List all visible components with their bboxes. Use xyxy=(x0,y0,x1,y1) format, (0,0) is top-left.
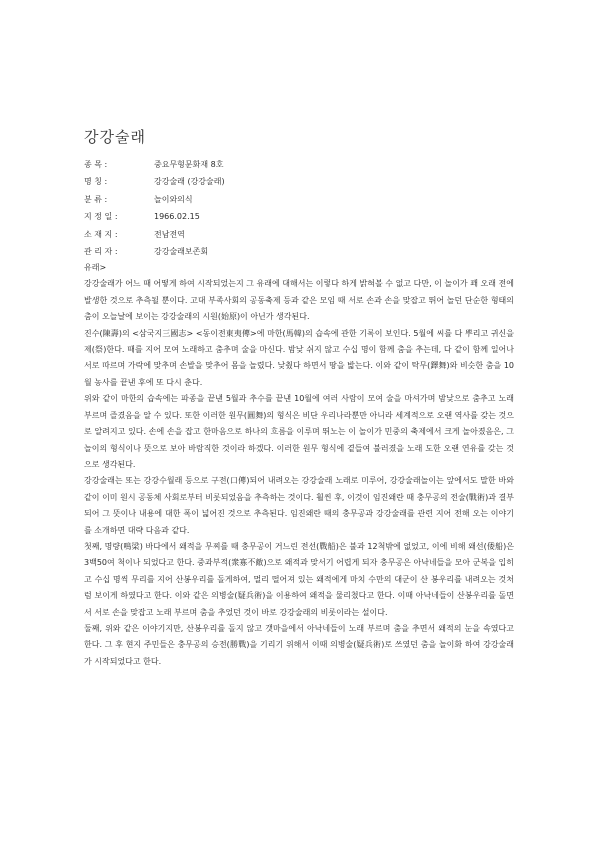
meta-row-designation-date xyxy=(84,208,514,225)
meta-label: 소 재 지 : xyxy=(84,229,118,239)
meta-row-category xyxy=(84,156,514,173)
paragraph: 강강술래가 어느 때 어떻게 하여 시작되었는지 그 유래에 대해서는 이렇다 하게 밝혀볼 수 없고 다만, 이 놀이가 꽤 오래 전에 발생한 것으로 추측될 뿐이다. 고대 부족사회의 공동축제 등과 같은 모임 때 서로 손과 손을 맞잡고 뛰어 놀던 단순한 형태의 춤이 오늘날에 보이는 강강술래의 시원(始原)이 아닌가 생각된다. xyxy=(84,279,514,322)
meta-row-classification xyxy=(84,191,514,208)
meta-label: 지 정 일 : xyxy=(84,212,118,222)
meta-row-manager xyxy=(84,243,514,260)
document-title: 강강술래 xyxy=(84,128,146,146)
meta-label: 종 목 : xyxy=(84,160,108,169)
meta-value: 1966.02.15 xyxy=(154,212,200,222)
section-heading-origin: 유래> xyxy=(84,263,107,273)
meta-label: 관 리 자 : xyxy=(84,247,118,257)
paragraph: 진수(陳壽)의 <삼국지三國志> <동이전東夷傳>에 마한(馬韓)의 습속에 관한 기록이 보인다. 5월에 씨를 다 뿌리고 귀신을 제(祭)한다. 때를 지어 모여 노래하고 춤추며 술을 마신다. 밤낮 쉬지 않고 수십 명이 함께 춤을 추는데, 다 같이 함께 일어나 서로 따르며 가락에 맞추며 손발을 맞추어 몸을 놀렸다. 낮췄다 하면서 땅을 밟는다. 이와 같이 탁무(鐸舞)와 비슷한 춤을 10월 농사를 끝낸 후에 또 다시 춘다. xyxy=(84,328,514,387)
meta-value: 강강술래 (강강술래) xyxy=(154,177,225,187)
meta-row-name xyxy=(84,173,514,190)
meta-value: 놀이와의식 xyxy=(154,194,193,204)
paragraph: 위와 같이 마한의 습속에는 파종을 끝낸 5월과 추수를 끝낸 10월에 여러 사람이 모여 술을 마셔가며 밤낮으로 춤추고 노래 부르며 즐겼음을 알 수 있다. 또한 이러한 원무(圓舞)의 형식은 비단 우리나라뿐만 아니라 세계적으로 오랜 역사를 갖는 것으로 알려지고 있다. 손에 손을 잡고 한마음으로 하나의 흐름을 이루며 뛰노는 이 놀이가 민중의 축제에서 크게 놀아졌음은, 그 놀이의 형식이나 뜻으로 보아 바람직한 것이라 하겠다. 이러한 원무 형식에 곁들여 불러졌을 노래 도한 오랜 연유를 갖는 것으로 생각된다. xyxy=(84,394,514,469)
paragraph: 강강술래는 또는 강강수월래 등으로 구전(口傳)되어 내려오는 강강술래 노래로 미루어, 강강술래놀이는 앞에서도 말한 바와 같이 이미 원시 공동체 사회로부터 비롯되었음을 추측하는 것이다. 훨씬 후, 이것이 임진왜란 때 충무공의 전술(戰術)과 결부되어 그 뜻이나 내용에 대한 폭이 넓어진 것으로 추측된다. 임진왜란 때의 충무공과 강강술래를 관련 지어 전해 오는 이야기를 소개하면 대략 다음과 같다. xyxy=(84,476,514,535)
meta-label: 명 칭 : xyxy=(84,177,108,187)
meta-row-location xyxy=(84,226,514,243)
meta-table xyxy=(84,156,514,260)
meta-value: 중요무형문화재 8호 xyxy=(154,160,224,169)
meta-value: 강강술래보존회 xyxy=(154,247,209,257)
body-text xyxy=(84,276,514,670)
document-page xyxy=(84,126,514,670)
meta-value: 전남전역 xyxy=(154,229,185,239)
meta-label: 분 류 : xyxy=(84,194,108,204)
paragraph: 첫째, 명량(鳴梁) 바다에서 왜적을 무찌를 때 충무공이 거느린 전선(戰船)은 불과 12척밖에 없었고, 이에 비해 왜선(倭船)은 3백50여 척이나 되었다고 한다. 중과부적(衆寡不敵)으로 왜적과 맞서기 어렵게 되자 충무공은 아낙네들을 모아 군복을 입히고 수십 명씩 무리를 지어 산봉우리를 돌게하여, 멀리 떨어져 있는 왜적에게 마치 수만의 대군이 산 봉우리를 내려오는 것처럼 보이게 하였다고 한다. 이와 같은 의병술(疑兵術)을 이용하여 왜적을 물리쳤다고 한다. 이때 아낙네들이 산봉우리를 돌면서 서로 손을 맞잡고 노래 부르며 춤을 추었던 것이 바로 강강술래의 비롯이라는 설이다. xyxy=(84,541,514,617)
paragraph: 둘째, 위와 같은 이야기지만, 산봉우리를 돌지 않고 갯마을에서 아낙네들이 노래 부르며 춤을 추면서 왜적의 눈을 속였다고 한다. 그 후 현지 주민들은 충무공의 승전(勝戰)을 기리기 위해서 이때 의병술(疑兵術)로 쓰였던 춤을 놀이화 하여 강강술래가 시작되었다고 한다. xyxy=(84,623,514,666)
